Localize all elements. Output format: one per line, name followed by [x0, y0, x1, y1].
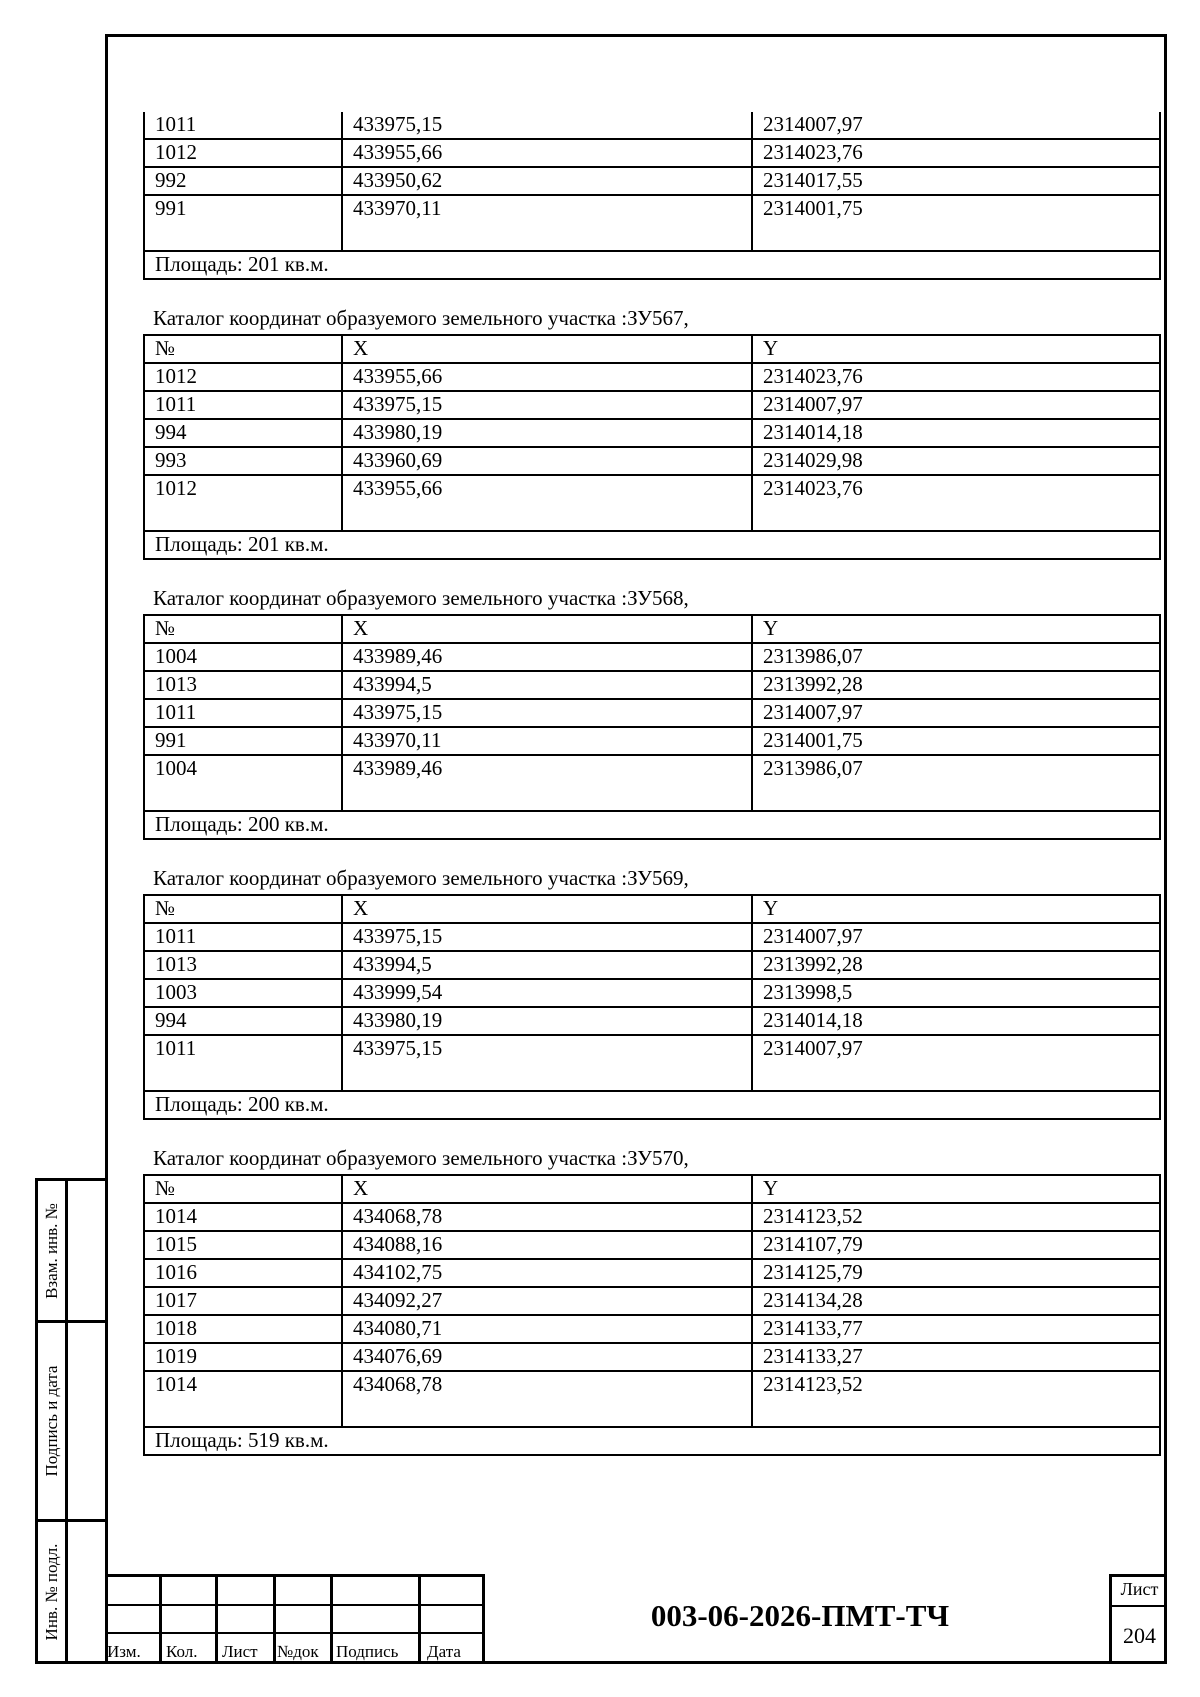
table-row: 994 433980,19 2314014,18: [144, 1007, 1160, 1035]
side-cell-replacement: [38, 1181, 105, 1323]
area-row: Площадь: 519 кв.м.: [144, 1427, 1160, 1455]
revision-grid: [105, 1574, 485, 1664]
table-row: 1012 433955,66 2314023,76: [144, 475, 1160, 531]
table-row: 1012 433955,66 2314023,76: [144, 139, 1160, 167]
table-row: 1011 433975,15 2314007,97: [144, 1035, 1160, 1091]
table-row: 1018 434080,71 2314133,77: [144, 1315, 1160, 1343]
document-content: [143, 112, 1163, 1456]
table-row: 991 433970,11 2314001,75: [144, 195, 1160, 251]
area-row: Площадь: 200 кв.м.: [144, 1091, 1160, 1119]
column-label-change: Изм.: [107, 1642, 141, 1661]
table-row: 1003 433999,54 2313998,5: [144, 979, 1160, 1007]
area-row: Площадь: 200 кв.м.: [144, 811, 1160, 839]
table-row: 994 433980,19 2314014,18: [144, 419, 1160, 447]
table-row: 1013 433994,5 2313992,28: [144, 671, 1160, 699]
table-row: 1017 434092,27 2314134,28: [144, 1287, 1160, 1315]
coordinates-table: [143, 614, 1161, 840]
coordinates-table: [143, 894, 1161, 1120]
column-label-sheet: Лист: [222, 1642, 258, 1661]
sheet-number: 204: [1123, 1623, 1156, 1648]
title-block: [105, 1574, 1167, 1664]
sheet-box: [1109, 1574, 1167, 1664]
table-row: 1014 434068,78 2314123,52: [144, 1203, 1160, 1231]
coordinates-table: [143, 1174, 1161, 1456]
table-row: 1014 434068,78 2314123,52: [144, 1371, 1160, 1427]
table-header-row: № X Y: [144, 1175, 1160, 1203]
table-header-row: № X Y: [144, 615, 1160, 643]
coordinates-table-continued: [143, 112, 1161, 280]
coordinates-table: [143, 334, 1161, 560]
table-row: 1004 433989,46 2313986,07: [144, 643, 1160, 671]
side-label-original-inv: Инв. № подл.: [41, 1543, 61, 1640]
side-stamp: [35, 1178, 105, 1664]
table-row: 1011 433975,15 2314007,97: [144, 923, 1160, 951]
column-label-signature: Подпись: [336, 1642, 399, 1661]
table-header-row: № X Y: [144, 335, 1160, 363]
area-row: Площадь: 201 кв.м.: [144, 251, 1160, 279]
table-row: 1015 434088,16 2314107,79: [144, 1231, 1160, 1259]
table-caption: Каталог координат образуемого земельного участка :ЗУ570,: [153, 1146, 689, 1170]
side-label-replacement-inv: Взам. инв. №: [41, 1202, 61, 1299]
table-header-row: № X Y: [144, 895, 1160, 923]
table-row: 1004 433989,46 2313986,07: [144, 755, 1160, 811]
table-row: 992 433950,62 2314017,55: [144, 167, 1160, 195]
table-row: 993 433960,69 2314029,98: [144, 447, 1160, 475]
table-caption: Каталог координат образуемого земельного участка :ЗУ568,: [153, 586, 689, 610]
sheet-label: Лист: [1120, 1579, 1159, 1599]
table-row: 1013 433994,5 2313992,28: [144, 951, 1160, 979]
side-cell-signature: [38, 1323, 105, 1522]
table-caption: Каталог координат образуемого земельного участка :ЗУ567,: [153, 306, 689, 330]
table-row: 1011 433975,15 2314007,97: [144, 112, 1160, 139]
side-label-signature-date: Подпись и дата: [41, 1365, 61, 1477]
table-row: 1016 434102,75 2314125,79: [144, 1259, 1160, 1287]
table-row: 1012 433955,66 2314023,76: [144, 363, 1160, 391]
table-row: 991 433970,11 2314001,75: [144, 727, 1160, 755]
side-cell-original-inv: [38, 1522, 105, 1661]
document-code: 003-06-2026-ПМТ-ТЧ: [650, 1598, 950, 1633]
area-row: Площадь: 201 кв.м.: [144, 531, 1160, 559]
table-row: 1011 433975,15 2314007,97: [144, 699, 1160, 727]
table-row: 1011 433975,15 2314007,97: [144, 391, 1160, 419]
column-label-date: Дата: [427, 1642, 461, 1661]
table-caption: Каталог координат образуемого земельного участка :ЗУ569,: [153, 866, 689, 890]
column-label-quantity: Кол.: [166, 1642, 198, 1661]
table-row: 1019 434076,69 2314133,27: [144, 1343, 1160, 1371]
column-label-doc-number: №док: [277, 1642, 319, 1661]
